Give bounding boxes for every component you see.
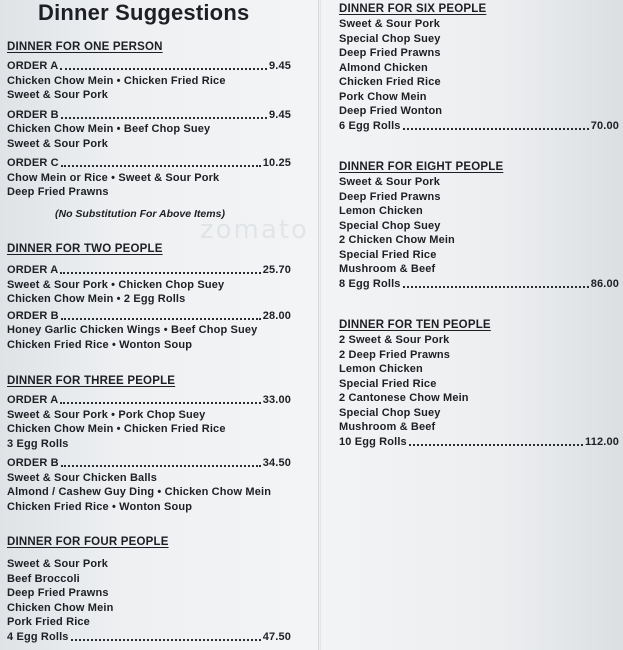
- order-line: [7, 456, 291, 471]
- menu-item: Sweet & Sour Pork: [7, 137, 108, 150]
- order-line: [7, 309, 291, 324]
- section-heading: DINNER FOR TWO PEOPLE: [7, 243, 163, 255]
- section-six-people: [339, 2, 619, 133]
- order-line: [339, 435, 619, 450]
- order-label: 6 Egg Rolls: [339, 119, 401, 132]
- menu-item: Chicken Chow Mein • Chicken Fried Rice: [7, 423, 226, 435]
- menu-item: Sweet & Sour Pork • Pork Chop Suey: [7, 408, 206, 421]
- order-line: [7, 108, 291, 123]
- order-price: 25.70: [262, 264, 291, 276]
- menu-item: Special Chop Suey: [339, 219, 441, 232]
- order-label: ORDER A: [7, 394, 59, 406]
- order-line: [339, 277, 619, 292]
- dot-leader: [71, 639, 261, 641]
- menu-item: Mushroom & Beef: [339, 421, 436, 433]
- menu-item: Lemon Chicken: [339, 205, 423, 217]
- order-label: ORDER B: [7, 309, 59, 322]
- menu-item: Chow Mein or Rice • Sweet & Sour Pork: [7, 171, 220, 184]
- order-price: 10.25: [262, 157, 291, 169]
- page-title: Dinner Suggestions: [38, 0, 250, 25]
- column-divider: [318, 0, 321, 650]
- menu-item: Chicken Fried Rice • Wonton Soup: [7, 500, 193, 513]
- section-ten-people: [339, 318, 619, 449]
- dot-leader: [60, 68, 267, 70]
- menu-item: Sweet & Sour Pork: [7, 558, 108, 570]
- order-label: ORDER B: [7, 108, 59, 121]
- order-price: 86.00: [590, 277, 619, 290]
- order-label: ORDER A: [7, 264, 59, 276]
- order-label: 8 Egg Rolls: [339, 277, 401, 290]
- order-line: [7, 59, 291, 74]
- order-label: 10 Egg Rolls: [339, 435, 407, 448]
- section-heading: DINNER FOR THREE PEOPLE: [7, 375, 176, 387]
- dot-leader: [409, 444, 583, 446]
- menu-item: 2 Deep Fried Prawns: [339, 348, 451, 361]
- order-price: 70.00: [590, 119, 619, 132]
- menu-item: Deep Fried Wonton: [339, 105, 443, 117]
- order-price: 9.45: [268, 60, 291, 72]
- menu-item: Sweet & Sour Pork: [339, 18, 440, 30]
- menu-item: Almond / Cashew Guy Ding • Chicken Chow Mein: [7, 486, 272, 498]
- menu-item: Beef Broccoli: [7, 572, 80, 585]
- section-heading: DINNER FOR ONE PERSON: [7, 41, 163, 53]
- menu-item: Chicken Chow Mein: [7, 601, 114, 614]
- order-label: 4 Egg Rolls: [7, 630, 69, 643]
- menu-item: Special Chop Suey: [339, 32, 441, 45]
- menu-item: Pork Chow Mein: [339, 90, 427, 103]
- menu-item: Deep Fried Prawns: [339, 190, 441, 203]
- order-line: [339, 119, 619, 134]
- order-price: 34.50: [262, 457, 291, 469]
- menu-item: Deep Fried Prawns: [7, 186, 109, 198]
- menu-item: Chicken Chow Mein • Chicken Fried Rice: [7, 74, 226, 87]
- order-label: ORDER A: [7, 60, 59, 72]
- menu-item: 2 Cantonese Chow Mein: [339, 392, 469, 404]
- dot-leader: [61, 117, 267, 119]
- section-heading: DINNER FOR SIX PEOPLE: [339, 3, 487, 15]
- menu-item: Sweet & Sour Pork • Chicken Chop Suey: [7, 278, 225, 291]
- section-eight-people: [339, 160, 619, 291]
- menu-item: 2 Chicken Chow Mein: [339, 234, 455, 246]
- order-line: [7, 393, 291, 408]
- menu-item: Almond Chicken: [339, 61, 428, 74]
- order-price: 33.00: [262, 394, 291, 406]
- order-line: [7, 263, 291, 278]
- menu-item: Chicken Fried Rice • Wonton Soup: [7, 338, 193, 351]
- menu-item: Honey Garlic Chicken Wings • Beef Chop Suey: [7, 324, 258, 336]
- menu-item: Lemon Chicken: [339, 363, 423, 375]
- menu-item: Sweet & Sour Pork: [7, 89, 108, 101]
- menu-item: Deep Fried Prawns: [7, 587, 109, 599]
- menu-item: Special Fried Rice: [339, 248, 437, 261]
- section-heading: DINNER FOR EIGHT PEOPLE: [339, 161, 504, 173]
- section-two-people: [7, 242, 291, 352]
- menu-item: Chicken Chow Mein • 2 Egg Rolls: [7, 293, 186, 305]
- order-price: 9.45: [268, 108, 291, 121]
- dot-leader: [61, 165, 261, 167]
- menu-item: Chicken Chow Mein • Beef Chop Suey: [7, 123, 211, 135]
- dot-leader: [403, 128, 589, 130]
- substitution-note: (No Substitution For Above Items): [55, 207, 225, 220]
- menu-item: Special Chop Suey: [339, 406, 441, 419]
- section-heading: DINNER FOR TEN PEOPLE: [339, 319, 491, 331]
- menu-item: Pork Fried Rice: [7, 616, 90, 628]
- menu-item: Mushroom & Beef: [339, 263, 436, 275]
- order-line: [7, 156, 291, 171]
- menu-item: Sweet & Sour Pork: [339, 176, 440, 188]
- order-price: 47.50: [262, 630, 291, 643]
- section-three-people: [7, 374, 291, 514]
- order-label: ORDER C: [7, 157, 59, 169]
- order-price: 112.00: [585, 435, 619, 448]
- dot-leader: [61, 318, 261, 320]
- dot-leader: [61, 465, 261, 467]
- watermark: zomato: [200, 215, 309, 245]
- menu-item: Chicken Fried Rice: [339, 76, 441, 88]
- menu-item: Special Fried Rice: [339, 377, 437, 390]
- order-label: ORDER B: [7, 457, 59, 469]
- menu-item: 3 Egg Rolls: [7, 437, 69, 450]
- order-line: [7, 630, 291, 645]
- menu-item: Deep Fried Prawns: [339, 47, 441, 59]
- dot-leader: [403, 286, 589, 288]
- section-one-person: [7, 40, 291, 221]
- section-heading: DINNER FOR FOUR PEOPLE: [7, 536, 169, 548]
- dot-leader: [60, 272, 260, 274]
- dot-leader: [60, 402, 260, 404]
- menu-item: 2 Sweet & Sour Pork: [339, 334, 450, 346]
- menu-item: Sweet & Sour Chicken Balls: [7, 471, 157, 484]
- section-four-people: [7, 535, 291, 644]
- order-price: 28.00: [262, 309, 291, 322]
